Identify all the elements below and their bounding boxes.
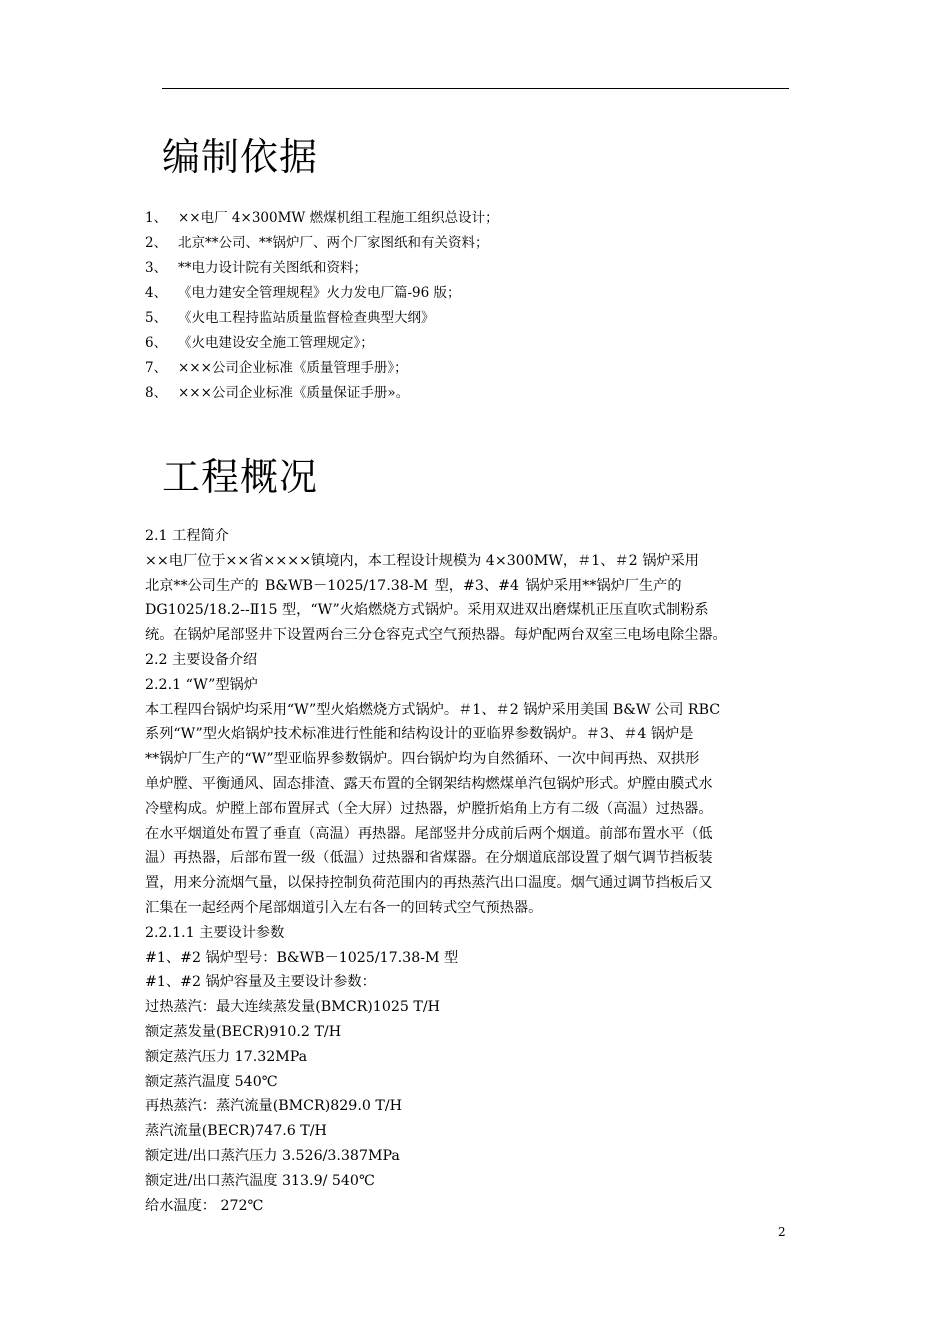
reference-text: ×××公司企业标准《质量保证手册»。: [178, 385, 410, 401]
reference-number: 2、: [145, 235, 168, 251]
paragraph-line: 系列“W”型火焰锅炉技术标准进行性能和结构设计的亚临界参数锅炉。＃3、＃4 锅炉是: [145, 726, 694, 743]
reference-number: 6、: [145, 335, 168, 351]
parameter-line: 额定蒸汽温度 540℃: [145, 1073, 278, 1090]
parameter-line: #1、#2 锅炉型号：B&WB－1025/17.38-M 型: [145, 949, 459, 966]
overview-body: [145, 524, 806, 1218]
reference-text: 《火电工程持监站质量监督检查典型大纲》: [178, 310, 435, 326]
paragraph-line: 北京**公司生产的 B&WB－1025/17.38-M 型，#3、#4 锅炉采用**锅炉厂生产的: [145, 577, 682, 594]
parameter-line: 蒸汽流量(BECR)747.6 T/H: [145, 1123, 327, 1140]
reference-item: [145, 206, 499, 231]
section-heading-basis: 编制依据: [162, 135, 319, 179]
parameter-line: 额定蒸发量(BECR)910.2 T/H: [145, 1023, 342, 1040]
parameter-line: 过热蒸汽：最大连续蒸发量(BMCR)1025 T/H: [145, 999, 441, 1016]
paragraph-line: 本工程四台锅炉均采用“W”型火焰燃烧方式锅炉。＃1、＃2 锅炉采用美国 B&W 公司 RBC: [145, 701, 721, 718]
reference-text: **电力设计院有关图纸和资料；: [178, 260, 367, 276]
section-heading-overview: 工程概况: [162, 455, 319, 499]
reference-item: [145, 306, 499, 331]
reference-number: 8、: [145, 385, 168, 401]
parameter-line: 再热蒸汽：蒸汽流量(BMCR)829.0 T/H: [145, 1098, 402, 1115]
reference-number: 3、: [145, 260, 168, 276]
reference-number: 4、: [145, 285, 168, 301]
paragraph-line: 统。在锅炉尾部竖井下设置两台三分仓容克式空气预热器。每炉配两台双室三电场电除尘器。: [145, 627, 727, 644]
paragraph-line: 单炉膛、平衡通风、固态排渣、露天布置的全钢架结构燃煤单汽包锅炉形式。炉膛由膜式水: [145, 775, 713, 792]
parameter-line: 给水温度： 272℃: [145, 1197, 264, 1214]
paragraph-line: **锅炉厂生产的“W”型亚临界参数锅炉。四台锅炉均为自然循环、一次中间再热、双拱形: [145, 751, 700, 768]
subsection-heading: 2.2 主要设备介绍: [145, 651, 258, 668]
reference-text: 《电力建安全管理规程》火力发电厂篇-96 版；: [178, 285, 461, 301]
reference-number: 1、: [145, 210, 168, 226]
subsection-heading: 2.1 工程简介: [145, 528, 229, 544]
paragraph-line: 置，用来分流烟气量，以保持控制负荷范围内的再热蒸汽出口温度。烟气通过调节挡板后又: [145, 875, 713, 892]
parameter-line: 额定蒸汽压力 17.32MPa: [145, 1048, 308, 1065]
parameter-line: #1、#2 锅炉容量及主要设计参数：: [145, 974, 376, 991]
reference-text: ×××公司企业标准《质量管理手册》；: [178, 360, 408, 376]
reference-text: 《火电建设安全施工管理规定》；: [178, 335, 374, 351]
paragraph-line: 汇集在一起经两个尾部烟道引入左右各一的回转式空气预热器。: [145, 899, 543, 916]
parameter-line: 额定进/出口蒸汽压力 3.526/3.387MPa: [145, 1147, 400, 1164]
reference-number: 7、: [145, 360, 168, 376]
reference-list: [145, 206, 499, 406]
paragraph-line: DG1025/18.2--Ⅱ15 型，“W”火焰燃烧方式锅炉。采用双进双出磨煤机正压直吹式制粉系: [145, 602, 709, 619]
reference-item: [145, 256, 499, 281]
paragraph-line: 冷壁构成。炉膛上部布置屏式（全大屏）过热器，炉膛折焰角上方有二级（高温）过热器。: [145, 800, 713, 817]
subsection-heading: 2.2.1 “W”型锅炉: [145, 676, 258, 693]
reference-item: [145, 356, 499, 381]
reference-number: 5、: [145, 310, 168, 326]
reference-item: [145, 381, 499, 406]
subsection-heading: 2.2.1.1 主要设计参数: [145, 924, 285, 941]
paragraph-line: ××电厂位于××省××××镇境内，本工程设计规模为 4×300MW，＃1、＃2 锅炉采用: [145, 552, 699, 569]
reference-item: [145, 281, 499, 306]
reference-item: [145, 331, 499, 356]
reference-item: [145, 231, 499, 256]
paragraph-line: 温）再热器，后部布置一级（低温）过热器和省煤器。在分烟道底部设置了烟气调节挡板装: [145, 850, 713, 867]
parameter-line: 额定进/出口蒸汽温度 313.9/ 540℃: [145, 1172, 375, 1189]
header-rule: [162, 88, 789, 89]
reference-text: 北京**公司、**锅炉厂、两个厂家图纸和有关资料；: [178, 235, 489, 251]
paragraph-line: 在水平烟道处布置了垂直（高温）再热器。尾部竖井分成前后两个烟道。前部布置水平（低: [145, 825, 713, 842]
page-number: 2: [778, 1225, 786, 1239]
reference-text: ××电厂 4×300MW 燃煤机组工程施工组织总设计；: [178, 210, 499, 226]
